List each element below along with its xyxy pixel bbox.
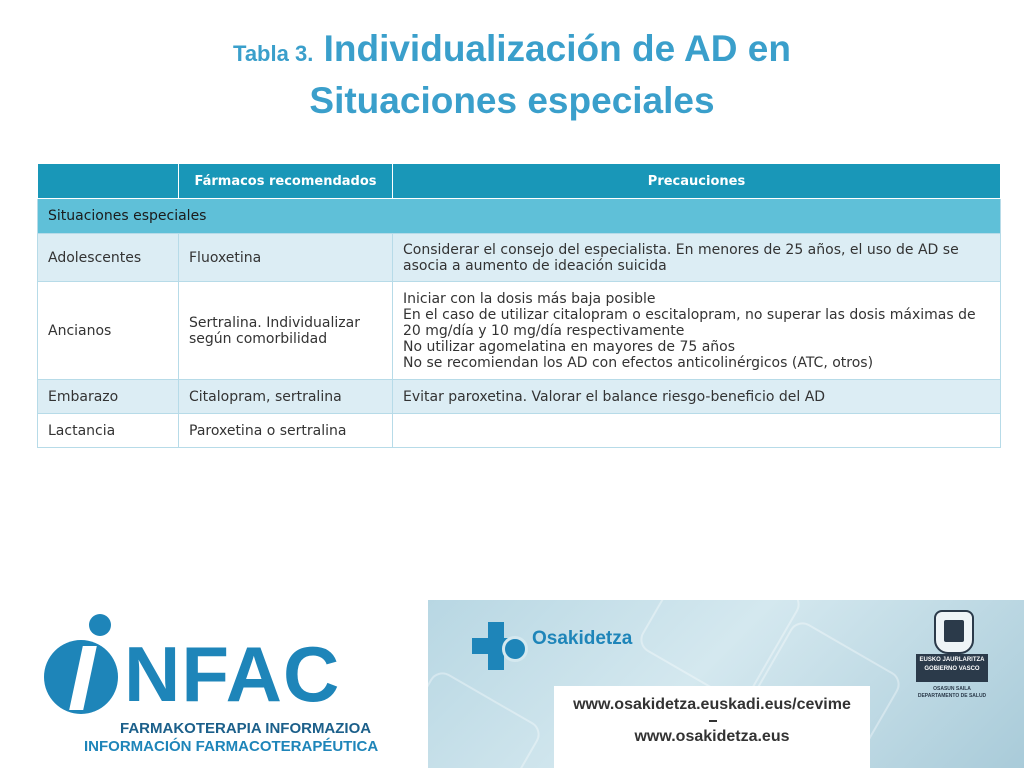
table-row xyxy=(38,380,1001,414)
infac-subtitle-basque: FARMAKOTERAPIA INFORMAZIOA xyxy=(120,720,372,737)
header-precautions: Precauciones xyxy=(393,164,1001,199)
situation-cell: Lactancia xyxy=(38,414,179,448)
precaution-line: No se recomiendan los AD con efectos anticolinérgicos (ATC, otros) xyxy=(403,354,874,371)
precautions-cell xyxy=(393,282,1001,380)
precaution-line: Iniciar con la dosis más baja posible xyxy=(403,290,656,307)
header-empty xyxy=(38,164,179,199)
decorative-hexagon-icon xyxy=(428,667,545,768)
infac-i-dot-icon xyxy=(89,614,111,636)
title-prefix: Tabla 3. xyxy=(233,41,314,66)
infac-wordmark: NFAC xyxy=(124,630,341,718)
gobierno-vasco-logo xyxy=(916,610,988,710)
precaution-line: No utilizar agomelatina en mayores de 75 años xyxy=(403,338,736,355)
osakidetza-banner xyxy=(428,600,1024,768)
osakidetza-name: Osakidetza xyxy=(532,628,633,649)
table-header-row xyxy=(38,164,1001,199)
title-line-2: Situaciones especiales xyxy=(309,80,715,121)
situation-cell: Embarazo xyxy=(38,380,179,414)
header-drugs: Fármacos recomendados xyxy=(179,164,393,199)
section-label: Situaciones especiales xyxy=(38,199,1001,234)
section-row xyxy=(38,199,1001,234)
precautions-cell xyxy=(393,380,1001,414)
url-osakidetza-link[interactable]: www.osakidetza.eus xyxy=(634,728,790,745)
url-cevime-link[interactable]: www.osakidetza.euskadi.eus/cevime xyxy=(573,696,851,713)
precaution-line: Evitar paroxetina. Valorar el balance riesgo-beneficio del AD xyxy=(403,388,826,405)
infac-subtitle-spanish: INFORMACIÓN FARMACOTERAPÉUTICA xyxy=(84,738,379,755)
drugs-cell: Citalopram, sertralina xyxy=(179,380,393,414)
gv-under-line1: OSASUN SAILA xyxy=(933,686,971,692)
precaution-line: En el caso de utilizar citalopram o escitalopram, no superar las dosis máximas de xyxy=(403,306,976,323)
table-row xyxy=(38,414,1001,448)
infac-logo xyxy=(40,612,380,762)
osakidetza-cross-icon xyxy=(472,622,520,670)
page-title xyxy=(0,26,1024,125)
drugs-cell: Paroxetina o sertralina xyxy=(179,414,393,448)
precaution-line: Considerar el consejo del especialista. En menores de 25 años, el uso de AD se xyxy=(403,241,959,258)
gv-plate-line1: EUSKO JAURLARITZA xyxy=(919,657,985,663)
precaution-line: asocia a aumento de ideación suicida xyxy=(403,257,667,274)
precautions-cell xyxy=(393,414,1001,448)
gv-plate-line2: GOBIERNO VASCO xyxy=(924,666,980,672)
url-box xyxy=(554,686,870,768)
coat-of-arms-icon xyxy=(934,610,974,654)
title-line-1 xyxy=(0,26,1024,77)
special-situations-table xyxy=(37,163,1001,448)
drugs-cell: Sertralina. Individualizar según comorbilidad xyxy=(179,282,393,380)
drugs-cell: Fluoxetina xyxy=(179,234,393,282)
title-main: Individualización de AD en xyxy=(323,28,791,69)
situation-cell: Adolescentes xyxy=(38,234,179,282)
gv-under-line2: DEPARTAMENTO DE SALUD xyxy=(917,693,987,699)
table-row xyxy=(38,234,1001,282)
gv-plate xyxy=(916,654,988,682)
url-separator xyxy=(709,720,717,722)
precautions-cell xyxy=(393,234,1001,282)
situation-cell: Ancianos xyxy=(38,282,179,380)
precaution-line: 20 mg/día y 10 mg/día respectivamente xyxy=(403,322,685,339)
gv-department xyxy=(916,686,988,700)
table-row xyxy=(38,282,1001,380)
